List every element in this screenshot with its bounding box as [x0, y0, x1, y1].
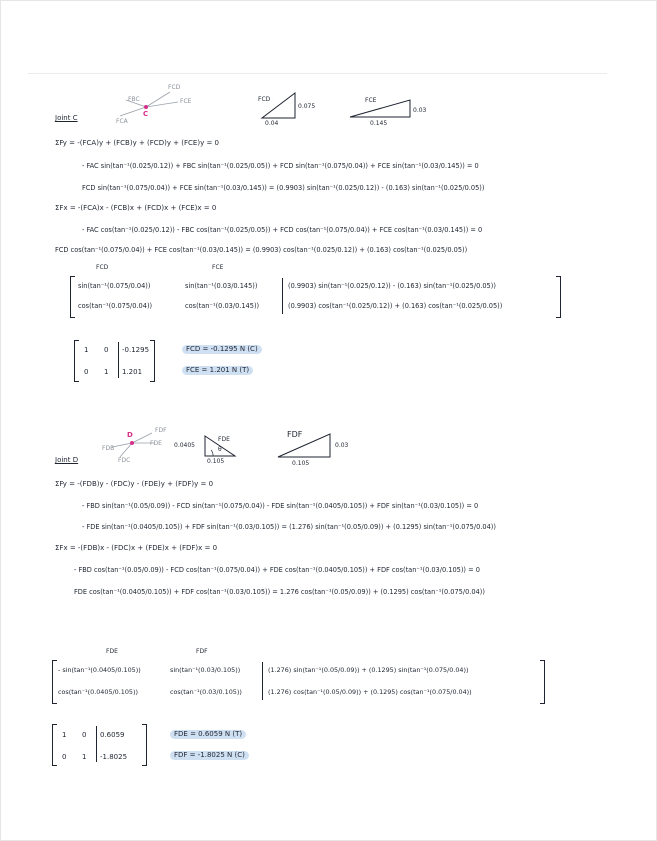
- joint-c-title: Joint C: [55, 114, 78, 122]
- node-d-label: D: [127, 431, 133, 439]
- fbd-label-fdc: FDC: [118, 457, 131, 464]
- tri-d2-label: FDF: [287, 430, 303, 439]
- d-rref-r2c3: -1.8025: [100, 753, 128, 761]
- c-matrix-divider: [282, 278, 283, 314]
- c-result-fcd: FCD = -0.1295 N (C): [182, 345, 262, 354]
- c-eq-y-expanded: - FAC sin(tan⁻¹(0.025/0.12)) + FBC sin(tan⁻¹(0.025/0.05)) + FCD sin(tan⁻¹(0.075/0.04)) + FCE sin(tan⁻¹(0.03/0.145)) = 0: [82, 162, 479, 170]
- tri1-horiz: 0.04: [265, 120, 279, 127]
- tri2-vert: 0.03: [413, 107, 427, 114]
- d-matrix-head-fde: FDE: [106, 648, 118, 655]
- tri2-shape: [350, 100, 416, 120]
- tri2-horiz: 0.145: [370, 120, 388, 127]
- c-matrix-bracket-right: [556, 276, 561, 318]
- c-rref-r2c1: 0: [84, 368, 89, 376]
- d-rref-divider: [96, 726, 97, 762]
- tri-d1-left: 0.0405: [174, 442, 195, 449]
- c-rref-r2c3: 1.201: [122, 368, 143, 376]
- d-result-fdf: FDF = -1.8025 N (C): [170, 751, 249, 760]
- c-matrix-r2c3: (0.9903) cos(tan⁻¹(0.025/0.12)) + (0.163) cos(tan⁻¹(0.025/0.05)): [288, 302, 503, 310]
- d-eq-y-rearranged: - FDE sin(tan⁻¹(0.0405/0.105)) + FDF sin(tan⁻¹(0.03/0.105)) = (1.276) sin(tan⁻¹(0.05/0.09)) + (0.1295) sin(tan⁻¹(0.075/0.04)): [82, 523, 496, 531]
- d-matrix-bracket-right: [540, 660, 545, 704]
- fbd-label-fca: FCA: [116, 118, 128, 125]
- c-rref-divider: [118, 342, 119, 378]
- d-eq-sumfx: ΣFx = -(FDB)x - (FDC)x + (FDE)x + (FDF)x = 0: [55, 544, 218, 552]
- tri-d1-shape: [205, 436, 245, 460]
- tri-d1-horiz: 0.105: [207, 458, 225, 465]
- tri1-label: FCD: [258, 96, 271, 103]
- c-rref-r1c1: 1: [84, 346, 89, 354]
- d-matrix-r1c2: sin(tan⁻¹(0.03/0.105)): [170, 666, 241, 674]
- c-matrix-r2c1: cos(tan⁻¹(0.075/0.04)): [78, 302, 153, 310]
- fbd-label-fce: FCE: [180, 98, 192, 105]
- d-matrix-r2c2: cos(tan⁻¹(0.03/0.105)): [170, 688, 242, 696]
- tri-d1-angle: θ: [218, 446, 222, 453]
- d-matrix-r1c3: (1.276) sin(tan⁻¹(0.05/0.09)) + (0.1295) sin(tan⁻¹(0.075/0.04)): [268, 666, 469, 674]
- d-eq-x-expanded: - FBD cos(tan⁻¹(0.05/0.09)) - FCD cos(tan⁻¹(0.075/0.04)) + FDE cos(tan⁻¹(0.0405/0.105)) + FDF cos(tan⁻¹(0.03/0.105)) = 0: [74, 566, 480, 574]
- c-matrix-r1c2: sin(tan⁻¹(0.03/0.145)): [185, 282, 258, 290]
- c-eq-y-rearranged: FCD sin(tan⁻¹(0.075/0.04)) + FCE sin(tan⁻¹(0.03/0.145)) = (0.9903) sin(tan⁻¹(0.025/0.12)) - (0.163) sin(tan⁻¹(0.025/0.05)): [82, 184, 485, 192]
- c-matrix-bracket-left: [70, 276, 75, 318]
- d-rref-bracket-left: [52, 724, 57, 766]
- c-matrix-head-fcd: FCD: [96, 264, 109, 271]
- d-rref-bracket-right: [142, 724, 147, 766]
- c-rref-r1c3: -0.1295: [122, 346, 150, 354]
- c-eq-sumfy: ΣFy = -(FCA)y + (FCB)y + (FCD)y + (FCE)y = 0: [55, 139, 219, 147]
- tri-d1-label: FDE: [218, 436, 230, 443]
- c-matrix-r1c3: (0.9903) sin(tan⁻¹(0.025/0.12)) - (0.163) sin(tan⁻¹(0.025/0.05)): [288, 282, 496, 290]
- tri-d2-horiz: 0.105: [292, 460, 310, 467]
- c-eq-sumfx: ΣFx = -(FCA)x - (FCB)x + (FCD)x + (FCE)x = 0: [55, 204, 217, 212]
- d-result-fde: FDE = 0.6059 N (T): [170, 730, 246, 739]
- top-divider: [28, 73, 607, 74]
- fbd-label-fde: FDE: [150, 440, 162, 447]
- tri2-label: FCE: [365, 97, 377, 104]
- tri1-shape: [262, 93, 302, 121]
- d-eq-sumfy: ΣFy = -(FDB)y - (FDC)y - (FDE)y + (FDF)y = 0: [55, 480, 214, 488]
- fbd-label-fdb: FDB: [102, 445, 115, 452]
- fbd-label-fdf: FDF: [155, 427, 167, 434]
- tri1-vert: 0.075: [298, 103, 316, 110]
- d-matrix-r1c1: - sin(tan⁻¹(0.0405/0.105)): [58, 666, 141, 674]
- d-rref-r2c2: 1: [82, 753, 87, 761]
- tri-d2-vert: 0.03: [335, 442, 349, 449]
- d-rref-r1c3: 0.6059: [100, 731, 125, 739]
- fbd-label-fbc: FBC: [128, 96, 140, 103]
- c-rref-r2c2: 1: [104, 368, 109, 376]
- node-c-label: C: [143, 110, 149, 118]
- joint-d-title: Joint D: [55, 456, 79, 464]
- c-matrix-head-fce: FCE: [212, 264, 224, 271]
- d-matrix-divider: [262, 662, 263, 700]
- c-rref-r1c2: 0: [104, 346, 109, 354]
- d-matrix-bracket-left: [52, 660, 57, 704]
- d-matrix-head-fdf: FDF: [196, 648, 208, 655]
- fbd-label-fcd: FCD: [168, 84, 181, 91]
- d-rref-r2c1: 0: [62, 753, 67, 761]
- c-rref-bracket-left: [74, 340, 79, 382]
- d-matrix-r2c3: (1.276) cos(tan⁻¹(0.05/0.09)) + (0.1295) cos(tan⁻¹(0.075/0.04)): [268, 688, 472, 696]
- c-result-fce: FCE = 1.201 N (T): [182, 366, 253, 375]
- c-rref-bracket-right: [150, 340, 155, 382]
- d-rref-r1c2: 0: [82, 731, 87, 739]
- d-matrix-r2c1: cos(tan⁻¹(0.0405/0.105)): [58, 688, 138, 696]
- c-matrix-r1c1: sin(tan⁻¹(0.075/0.04)): [78, 282, 151, 290]
- d-eq-y-expanded: - FBD sin(tan⁻¹(0.05/0.09)) - FCD sin(tan⁻¹(0.075/0.04)) - FDE sin(tan⁻¹(0.0405/0.105)) + FDF sin(tan⁻¹(0.03/0.105)) = 0: [82, 502, 479, 510]
- c-eq-x-expanded: - FAC cos(tan⁻¹(0.025/0.12)) - FBC cos(tan⁻¹(0.025/0.05)) + FCD cos(tan⁻¹(0.075/0.04)) + FCE cos(tan⁻¹(0.03/0.145)) = 0: [82, 226, 483, 234]
- c-matrix-r2c2: cos(tan⁻¹(0.03/0.145)): [185, 302, 260, 310]
- d-rref-r1c1: 1: [62, 731, 67, 739]
- c-eq-x-rearranged: FCD cos(tan⁻¹(0.075/0.04)) + FCE cos(tan⁻¹(0.03/0.145)) = (0.9903) cos(tan⁻¹(0.025/0.12)) + (0.163) cos(tan⁻¹(0.025/0.05)): [55, 246, 468, 254]
- d-eq-x-rearranged: FDE cos(tan⁻¹(0.0405/0.105)) + FDF cos(tan⁻¹(0.03/0.105)) = 1.276 cos(tan⁻¹(0.05/0.09)) + (0.1295) cos(tan⁻¹(0.075/0.04)): [74, 588, 485, 596]
- tri-d2-shape: [278, 434, 338, 460]
